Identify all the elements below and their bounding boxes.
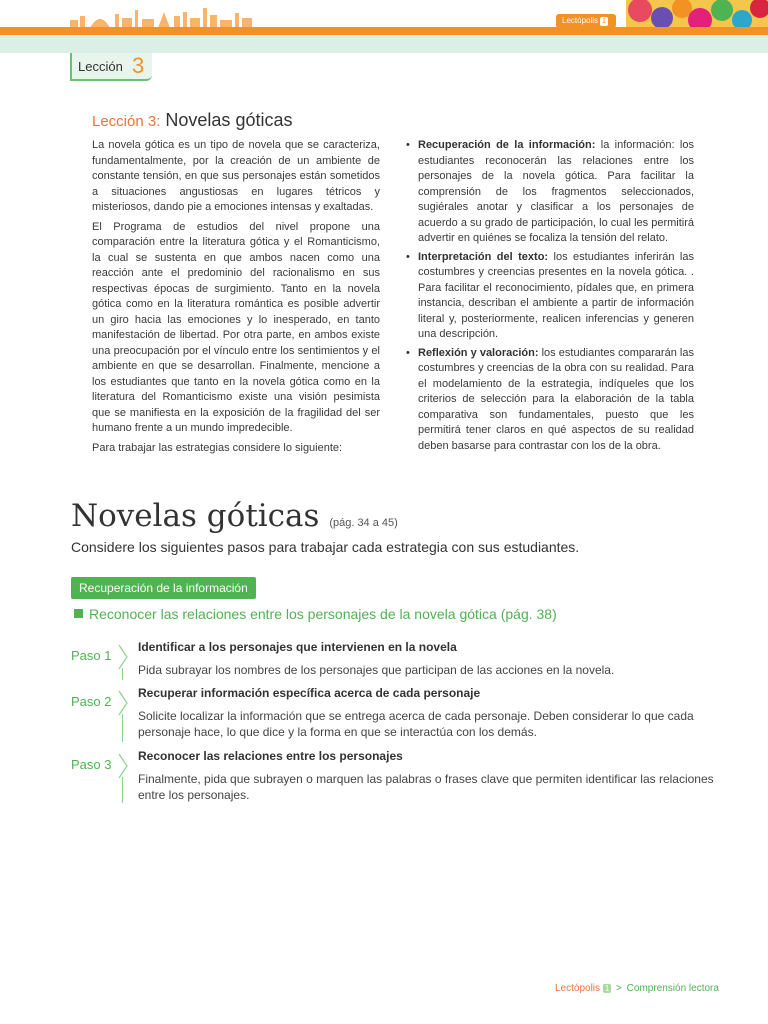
intro-title-text: Novelas góticas: [165, 110, 293, 130]
strategy-text: la información: los estudiantes reconocerán las relaciones entre los personajes de la novela gótica. Para facilitar la comprensión de los fragmentos seleccionados, sugiérales anotar y clasificar a los personajes de acuerdo a su grado de participación, lo cual les permitirá advertir en quiénes se focaliza la tensión del relato.: [418, 139, 694, 244]
step-divider: [122, 777, 123, 803]
intro-title: [92, 110, 292, 131]
city-skyline-icon: [60, 6, 260, 28]
strategy-term: Reflexión y valoración:: [418, 346, 539, 359]
intro-right-column: [406, 138, 694, 457]
header-mint-band: [0, 35, 768, 53]
chevron-right-icon: [117, 644, 129, 670]
section-title-text: Novelas góticas: [71, 498, 320, 534]
step-divider: [122, 714, 123, 742]
step-text: Finalmente, pida que subrayen o marquen las palabras o frases clave que permiten identificar las relaciones entre los personajes.: [138, 772, 714, 802]
header-orange-line: [0, 27, 768, 35]
step-title: Identificar a los personajes que intervienen en la novela: [138, 640, 457, 654]
strategy-tag: Recuperación de la información: [71, 577, 256, 599]
footer-section: Comprensión lectora: [626, 983, 719, 994]
step-label: Paso 1: [71, 648, 112, 663]
intro-left-column: [92, 138, 380, 460]
footer-brand: Lectópolis: [555, 983, 601, 994]
intro-title-prefix: Lección 3:: [92, 113, 161, 130]
intro-paragraph: El Programa de estudios del nivel propone una comparación entre la literatura gótica y el Romanticismo, la cual se sustenta en que ambos nacen como una reacción ante el predominio del racionalismo en sus respectivas épocas de surgimiento. Tanto en la novela gótica como en la literatura romántica es posible advertir un giro hacia las emociones y lo inesperado, en tanto manifestación de libertad. Por otra parte, en ambos existe una preocupación por el vínculo entre los sentimientos y el ambiente en que se desarrollan. Finalmente, mencione a los estudiantes que tanto en la novela gótica como en la literatura del Romanticismo existe una visión pesimista que se manifiesta en la exposición de la fragilidad del ser humano frente a un mundo impredecible.: [92, 220, 380, 434]
strategy-term: Interpretación del texto:: [418, 250, 549, 263]
section-subtitle: Considere los siguientes pasos para trabajar cada estrategia con sus estudiantes.: [71, 539, 580, 555]
section-title: [71, 498, 398, 534]
strategy-item: [406, 250, 694, 343]
step-text: Pida subrayar los nombres de los personajes que participan de las acciones en la novela.: [138, 663, 615, 677]
strategy-heading-page: (pág. 38): [500, 606, 557, 622]
strategy-item: [406, 138, 694, 247]
strategy-item: [406, 346, 694, 455]
lesson-number: 3: [132, 53, 145, 78]
intro-paragraph: Para trabajar las estrategias considere lo siguiente:: [92, 441, 343, 454]
strategy-heading-text: Reconocer las relaciones entre los personajes de la novela gótica: [89, 606, 497, 622]
color-splash-icon: [626, 0, 768, 30]
strategy-text: los estudiantes inferirán las costumbres y creencias presentes en la novela gótica. . Para facilitar el reconocimiento, pídales que, en primera instancia, describan el ambiente a partir de información literal y, posteriormente, realicen inferencias y generen una descripción.: [418, 250, 694, 340]
strategy-list: [406, 138, 694, 454]
step-title: Reconocer las relaciones entre los personajes: [138, 749, 403, 763]
section-pages: (pág. 34 a 45): [329, 517, 398, 529]
step-title: Recuperar información específica acerca de cada personaje: [138, 686, 481, 700]
chevron-right-icon: [117, 690, 129, 716]
brand-number: 1: [602, 18, 606, 25]
strategy-term: Recuperación de la información:: [418, 139, 596, 151]
chevron-right-icon: [117, 753, 129, 779]
step-divider: [122, 668, 123, 680]
step-text: Solicite localizar la información que se entrega acerca de cada personaje. Deben considerar lo que cada personaje hace, lo que dice y la forma en que se interactúa con los demás.: [138, 709, 694, 739]
brand-tab: [556, 14, 616, 28]
step-label: Paso 3: [71, 757, 112, 772]
square-bullet-icon: [74, 609, 83, 618]
brand-label: Lectópolis: [562, 16, 599, 25]
footer-number: 1: [604, 984, 610, 993]
lesson-label: Lección: [78, 59, 123, 74]
strategy-text: los estudiantes compararán las costumbres y creencias de la obra con su realidad. Para el modelamiento de la estrategia, indíqueles que los criterios de selección para la elaboración de la tabla comparativa son fundamentales, puesto que les permitirá tener claros en qué aspectos de su realidad deben basarse para contrastar con los de la obra.: [418, 346, 694, 452]
footer-separator: >: [616, 983, 622, 994]
step-label: Paso 2: [71, 694, 112, 709]
lesson-badge: [70, 53, 152, 81]
intro-paragraph: La novela gótica es un tipo de novela que se caracteriza, fundamentalmente, por la creación de un ambiente de constante tensión, en que sus personajes están sometidos a situaciones angustiosas en lugares tétricos y misteriosos, dando pie a emociones intensas y exaltadas.: [92, 139, 380, 213]
page-footer: [555, 983, 719, 994]
strategy-heading: [74, 606, 557, 622]
